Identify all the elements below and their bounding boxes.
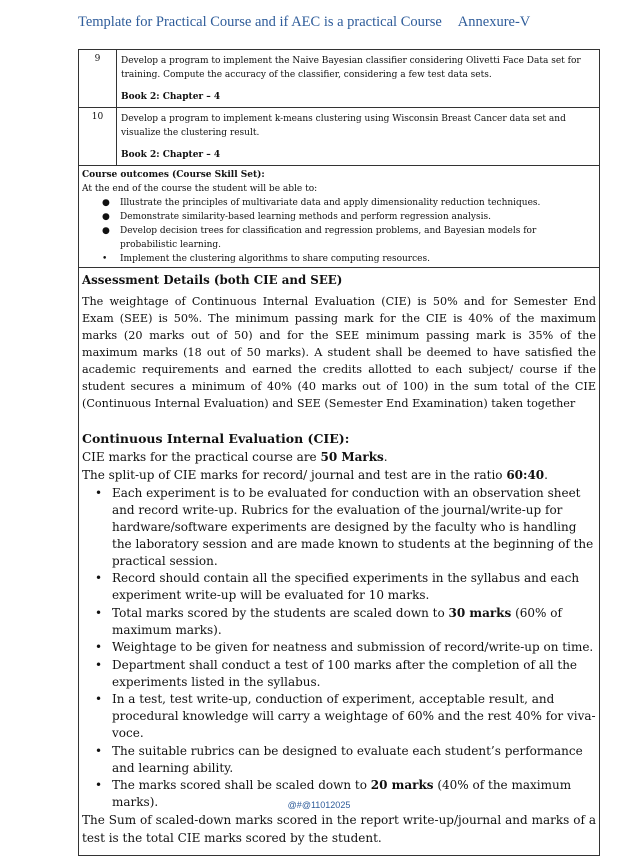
page-header (78, 14, 608, 31)
syllabus-table (78, 49, 600, 856)
bullet-icon: • (95, 571, 103, 585)
experiment-cell (117, 108, 599, 165)
cie-bullet-list (82, 485, 596, 812)
bullet-icon: ● (102, 212, 110, 222)
cie-title: Continuous Internal Evaluation (CIE): (82, 431, 350, 446)
list-item: ● Illustrate the principles of multivariate data and apply dimensionality reduction techniques. (102, 198, 541, 208)
list-item: ● Demonstrate similarity-based learning methods and perform regression analysis. (102, 212, 491, 222)
assessment-paragraph: The weightage of Continuous Internal Evaluation (CIE) is 50% and for Semester End Exam (SEE) is 50%. The minimum passing mark for the CIE is 40% of the maximum marks (20 marks out of 50) and for the SEE minimum passing mark is 35% of the maximum marks (18 out of 50 marks). A student shall be deemed to have satisfied the academic requirements and earned the credits allotted to each subject/ course if the student secures a minimum of 40% (40 marks out of 100) in the sum total of the CIE (Continuous Internal Evaluation) and SEE (Semester End Examination) taken together (82, 295, 596, 410)
bullet-icon: ● (102, 226, 110, 236)
assessment-title: Assessment Details (both CIE and SEE) (82, 273, 343, 287)
experiment-book-ref: Book 2: Chapter – 4 (121, 92, 221, 102)
list-item: ● Develop decision trees for classification and regression problems, and Bayesian models for probabilistic learning. (102, 226, 537, 250)
experiment-number: 9 (79, 50, 117, 107)
page-footer: @#@11012025 (287, 800, 351, 810)
header-title: Template for Practical Course and if AEC is a practical Course (78, 14, 442, 30)
header-annexure: Annexure-V (457, 14, 531, 30)
experiment-text: Develop a program to implement the Naive Bayesian classifier considering Olivetti Face Data set for training. Compute the accuracy of the classifier, considering a few test data sets. (121, 56, 581, 80)
cie-sum-text: The Sum of scaled-down marks scored in the report write-up/journal and marks of a test is the total CIE marks scored by the student. (82, 813, 596, 845)
bullet-icon: • (95, 692, 103, 706)
table-row (79, 50, 599, 108)
list-item: • The suitable rubrics can be designed to evaluate each student’s performance and learning ability. (95, 743, 583, 775)
bullet-icon: • (95, 485, 103, 500)
list-item: • Each experiment is to be evaluated for conduction with an observation sheet and record write-up. Rubrics for the evaluation of the journal/write-up for hardware/software experiments are designed by the faculty who is handling the laboratory session and are made known to students at the beginning of the practical session. (95, 485, 594, 568)
list-item: • In a test, test write-up, conduction of experiment, acceptable result, and procedural knowledge will carry a weightage of 60% and the rest 40% for viva-voce. (95, 692, 596, 740)
bullet-icon: ● (102, 198, 110, 208)
list-item: • Weightage to be given for neatness and submission of record/write-up on time. (95, 640, 594, 654)
list-item: • Record should contain all the specified experiments in the syllabus and each experiment write-up will be evaluated for 10 marks. (95, 571, 580, 602)
assessment-section (79, 268, 599, 855)
course-outcomes-title: Course outcomes (Course Skill Set): (82, 170, 265, 180)
bullet-icon: • (95, 605, 103, 620)
bullet-icon: • (95, 778, 103, 792)
experiment-text: Develop a program to implement k-means clustering using Wisconsin Breast Cancer data set and visualize the clustering result. (121, 114, 566, 138)
experiment-book-ref: Book 2: Chapter – 4 (121, 150, 221, 160)
list-item: • Implement the clustering algorithms to share computing resources. (102, 254, 430, 264)
course-outcomes-section (79, 166, 599, 268)
course-outcomes-list (82, 196, 596, 266)
bullet-icon: • (95, 640, 103, 654)
bullet-icon: • (102, 254, 108, 264)
course-outcomes-intro: At the end of the course the student will be able to: (82, 184, 318, 194)
list-item: • The marks scored shall be scaled down to 20 marks (40% of the maximum marks). (95, 778, 572, 809)
experiment-rows (79, 50, 599, 166)
bullet-icon: • (95, 657, 103, 672)
experiment-cell (117, 50, 599, 107)
cie-marks-line: CIE marks for the practical course are 50 Marks. (82, 450, 388, 464)
bullet-icon: • (95, 743, 103, 758)
list-item: • Total marks scored by the students are scaled down to 30 marks (60% of maximum marks). (95, 605, 562, 637)
table-row (79, 108, 599, 166)
experiment-number: 10 (79, 108, 117, 165)
list-item: • Department shall conduct a test of 100 marks after the completion of all the experiments listed in the syllabus. (95, 657, 578, 689)
cie-split-line: The split-up of CIE marks for record/ journal and test are in the ratio 60:40. (82, 468, 548, 482)
